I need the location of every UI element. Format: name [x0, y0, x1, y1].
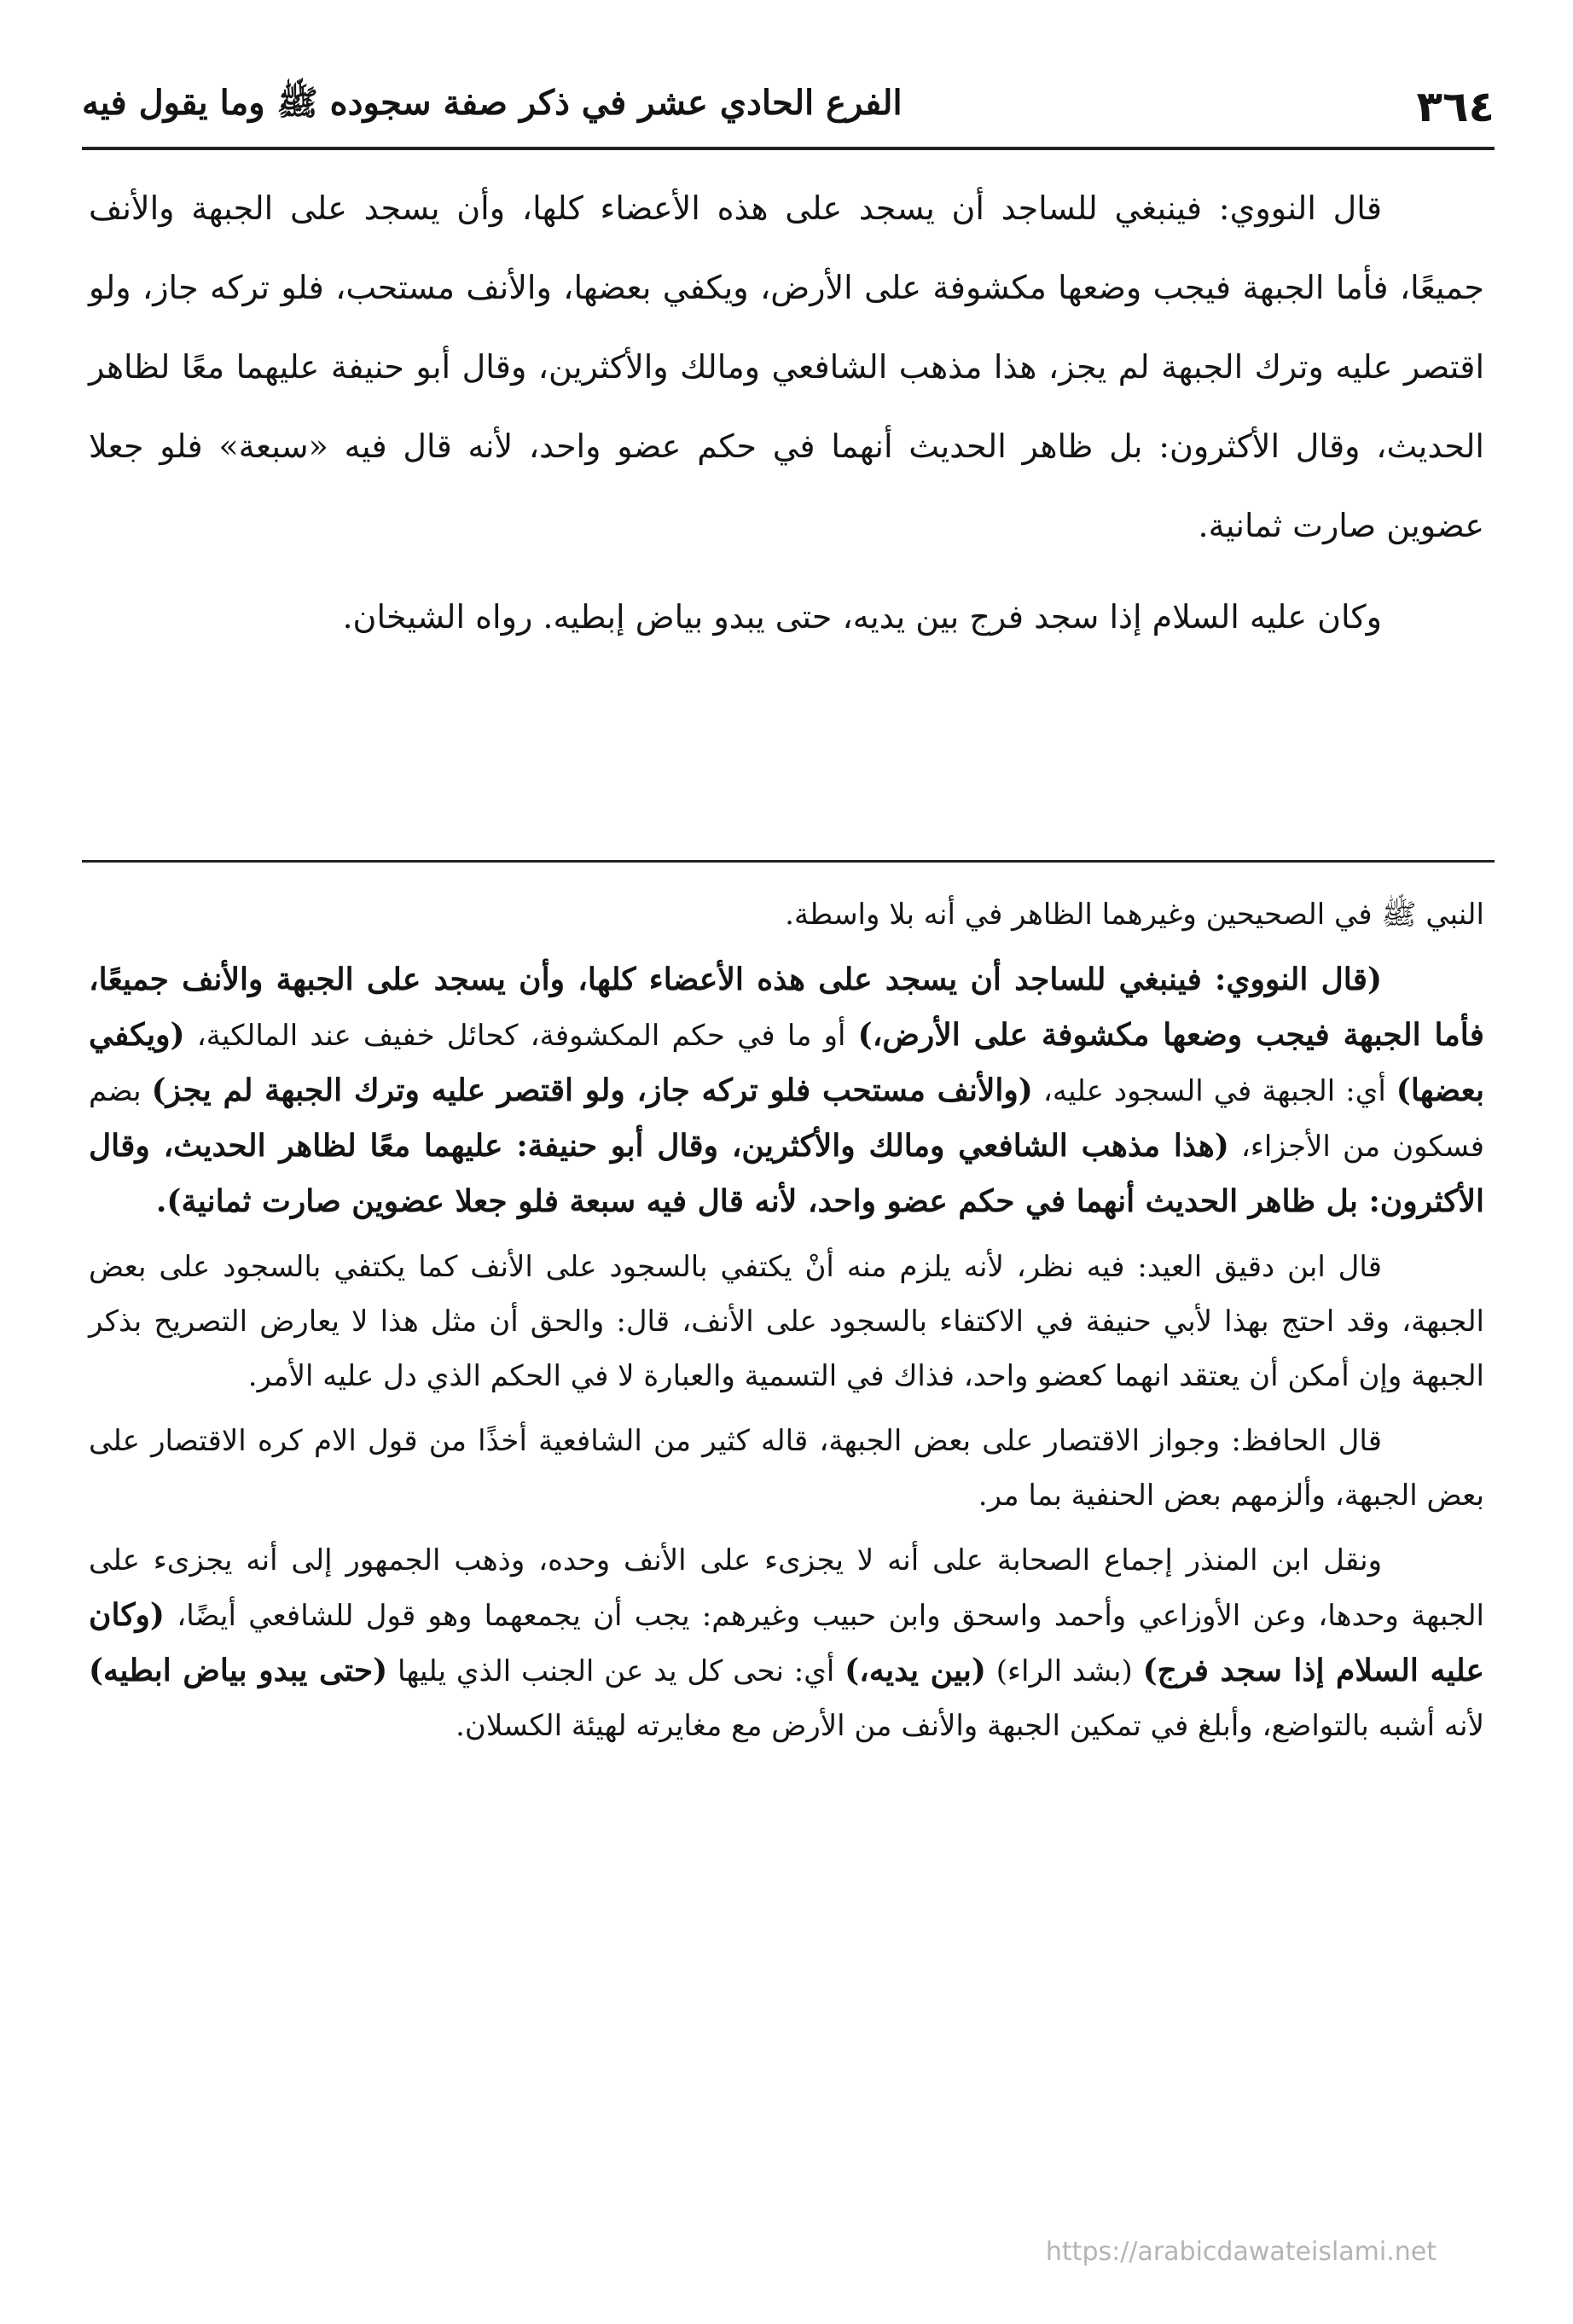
explanation-text: ونقل ابن المنذر إجماع الصحابة على أنه لا يجزىء على الأنف وحده، وذهب الجمهور إلى أنه يجزىء على الجبهة وحدها، وعن الأوزاعي وأحمد واسحق وابن حبيب وغيرهم: يجب أن يجمعهما وهو قول للشافعي أيضًا،: [89, 1543, 1484, 1633]
quoted-text: (وكان عليه السلام إذا سجد فرج): [89, 1597, 1485, 1688]
explanation-text: (بشد الراء): [985, 1654, 1143, 1688]
explanation-text: بضم فسكون من الأجزاء،: [89, 1074, 1484, 1164]
quoted-text: (حتى يبدو بياض ابطيه): [89, 1653, 388, 1688]
running-title: الفرع الحادي عشر في ذكر صفة سجوده ﷺ وما يقول فيه: [82, 83, 903, 123]
explanation-text: أي: نحى كل يد عن الجنب الذي يليها: [387, 1654, 845, 1688]
header-rule: [82, 147, 1495, 150]
watermark: https://arabicdawateislami.net: [1045, 2237, 1437, 2267]
main-paragraph: قال النووي: فينبغي للساجد أن يسجد على هذه الأعضاء كلها، وأن يسجد على الجبهة والأنف جميعًا، فأما الجبهة فيجب وضعها مكشوفة على الأرض، ويكفي بعضها، والأنف مستحب، فلو تركه جاز، ولو اقتصر عليه وترك الجبهة لم يجز، هذا مذهب الشافعي ومالك والأكثرين، وقال أبو حنيفة عليهما معًا لظاهر الحديث، وقال الأكثرون: بل ظاهر الحديث أنهما في حكم عضو واحد، لأنه قال فيه «سبعة» فلو جعلا عضوين صارت ثمانية.: [89, 189, 1484, 544]
commentary-paragraph: قال ابن دقيق العيد: فيه نظر، لأنه يلزم منه أنْ يكتفي بالسجود على الأنف كما يكتفي بالسجود على بعض الجبهة، وقد احتج بهذا لأبي حنيفة في الاكتفاء بالسجود على الأنف، قال: والحق أن مثل هذا لا يعارض التصريح بذكر الجبهة وإن أمكن أن يعتقد انهما كعضو واحد، فذاك في التسمية والعبارة لا في الحكم الذي دل عليه الأمر.: [89, 1250, 1484, 1393]
quoted-text: (قال النووي: فينبغي للساجد أن يسجد على هذه الأعضاء كلها، وأن يسجد على الجبهة والأنف جميعًا، فأما الجبهة فيجب وضعها مكشوفة على الأرض،): [89, 962, 1484, 1053]
quoted-text: (هذا مذهب الشافعي ومالك والأكثرين، وقال أبو حنيفة: عليهما معًا لظاهر الحديث، وقال الأكثرون: بل ظاهر الحديث أنهما في حكم عضو واحد، لأنه قال فيه سبعة فلو جعلا عضوين صارت ثمانية).: [89, 1128, 1484, 1219]
explanation-text: أي: الجبهة في السجود عليه،: [1032, 1074, 1396, 1108]
commentary-paragraph: النبي ﷺ في الصحيحين وغيرهما الظاهر في أنه بلا واسطة.: [785, 898, 1484, 932]
commentary-section: [89, 887, 1484, 1763]
page-number: ٣٦٤: [1416, 82, 1495, 131]
commentary-divider: [82, 860, 1495, 863]
explanation-text: أو ما في حكم المكشوفة، كحائل خفيف عند المالكية،: [184, 1019, 858, 1053]
explanation-text: لأنه أشبه بالتواضع، وأبلغ في تمكين الجبهة والأنف من الأرض مع مغايرته لهيئة الكسلان.: [456, 1709, 1484, 1743]
quoted-text: (بين يديه،): [845, 1653, 986, 1688]
quoted-text: (ويكفي بعضها): [89, 1017, 1484, 1108]
commentary-paragraph: [89, 952, 1484, 1229]
commentary-paragraph: قال الحافظ: وجواز الاقتصار على بعض الجبهة، قاله كثير من الشافعية أخذًا من قول الام كره الاقتصار على بعض الجبهة، وألزمهم بعض الحنفية بما مر.: [89, 1424, 1484, 1513]
quoted-text: (والأنف مستحب فلو تركه جاز، ولو اقتصر عليه وترك الجبهة لم يجز): [151, 1072, 1033, 1108]
main-paragraph: وكان عليه السلام إذا سجد فرج بين يديه، حتى يبدو بياض إبطيه. رواه الشيخان.: [342, 598, 1382, 636]
commentary-paragraph: [89, 1533, 1484, 1753]
page-header: [82, 81, 1495, 132]
main-text: [89, 169, 1484, 669]
